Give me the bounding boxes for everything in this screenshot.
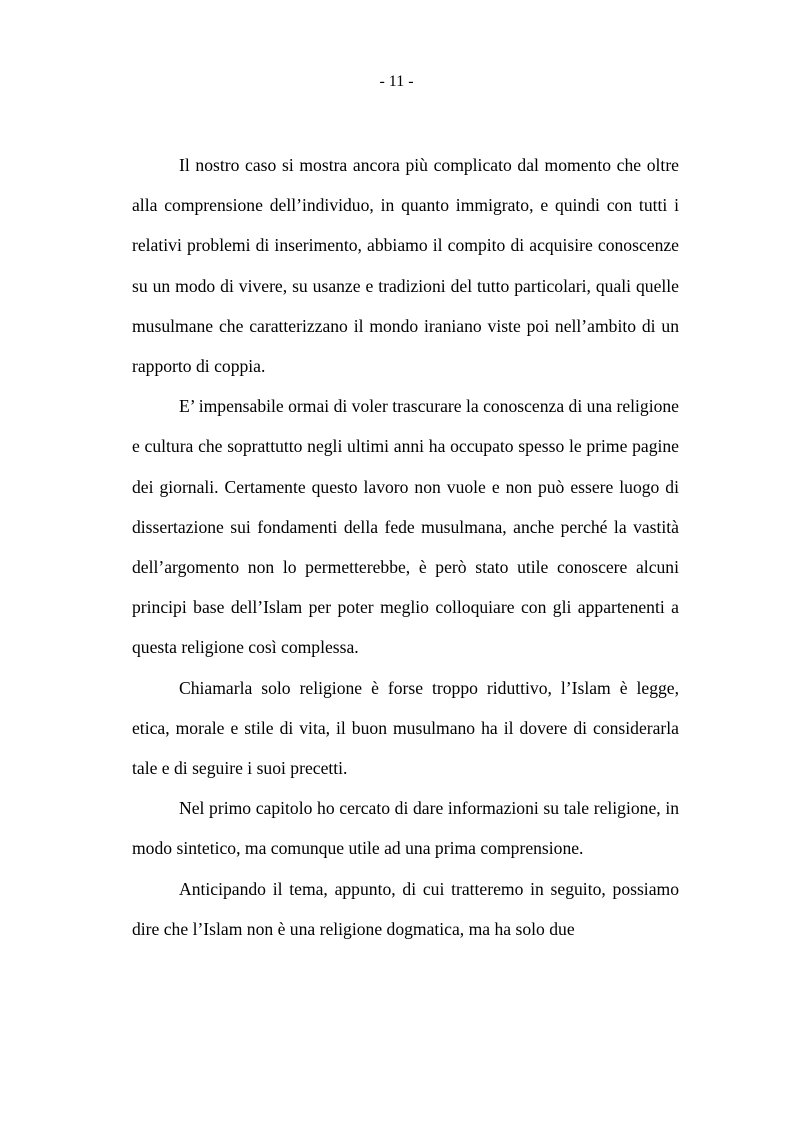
paragraph-4: Nel primo capitolo ho cercato di dare informazioni su tale religione, in modo sintetico, ma comunque utile ad una prima comprensione. [132, 798, 679, 859]
paragraph-2: E’ impensabile ormai di voler trascurare la conoscenza di una religione e cultura che soprattutto negli ultimi anni ha occupato spesso le prime pagine dei giornali. Certamente questo lavoro non vuole e non può essere luogo di dissertazione sui fondamenti della fede musulmana, anche perché la vastità dell’argomento non lo permetterebbe, è però stato utile conoscere alcuni principi base dell’Islam per poter meglio colloquiare con gli appartenenti a questa religione così complessa. [132, 396, 679, 658]
paragraph-5: Anticipando il tema, appunto, di cui tratteremo in seguito, possiamo dire che l’Islam non è una religione dogmatica, ma ha solo due [132, 878, 679, 939]
page-number: - 11 - [379, 73, 414, 90]
paragraph-3: Chiamarla solo religione è forse troppo riduttivo, l’Islam è legge, etica, morale e stile di vita, il buon musulmano ha il dovere di considerarla tale e di seguire i suoi precetti. [132, 677, 679, 779]
body-text [132, 145, 679, 949]
paragraph-1: Il nostro caso si mostra ancora più complicato dal momento che oltre alla comprensione dell’individuo, in quanto immigrato, e quindi con tutti i relativi problemi di inserimento, abbiamo il compito di acquisire conoscenze su un modo di vivere, su usanze e tradizioni del tutto particolari, quali quelle musulmane che caratterizzano il mondo iraniano viste poi nell’ambito di un rapporto di coppia. [132, 155, 679, 377]
